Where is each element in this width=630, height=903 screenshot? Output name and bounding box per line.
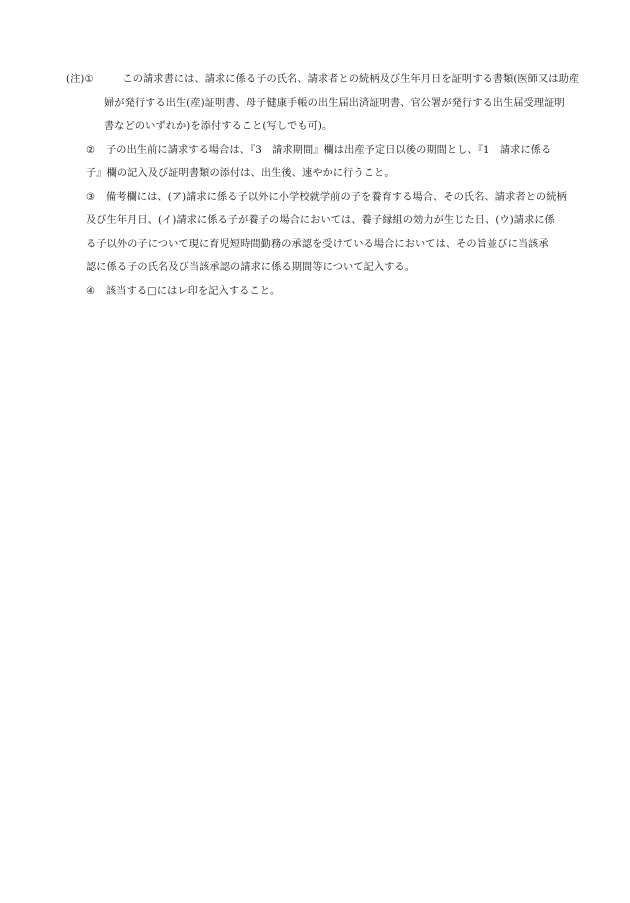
note-4-line-1 xyxy=(66,280,586,304)
note-1-text-line-2: 婦が発行する出生(産)証明書、母子健康手帳の出生届出済証明書、官公署が発行する出生届受理証明 xyxy=(104,97,565,109)
note-4-marker: ④ xyxy=(86,285,96,297)
note-1-line-2 xyxy=(66,92,586,116)
note-1-marker: ① xyxy=(84,74,94,85)
note-2-line-1 xyxy=(66,139,586,163)
note-3-line-2 xyxy=(66,209,586,233)
note-3-text-line-4: 認に係る子の氏名及び当該承認の請求に係る期間等について記入する。 xyxy=(86,262,415,273)
note-2-marker: ② xyxy=(86,144,96,156)
note-2-line-2 xyxy=(66,162,586,186)
note-1-text-line-1: この請求書には、請求に係る子の氏名、請求者との続柄及び生年月日を証明する書類(医師又は助産 xyxy=(122,74,580,85)
note-3-text-line-1: 備考欄には、(ア)請求に係る子以外に小学校就学前の子を養育する場合、その氏名、請求者との続柄 xyxy=(106,191,567,203)
note-item-2 xyxy=(66,139,586,186)
note-3-line-4 xyxy=(66,256,586,280)
note-3-line-3 xyxy=(66,233,586,257)
note-4-text-line-1: 該当する□にはレ印を記入すること。 xyxy=(106,285,281,297)
note-1-line-1 xyxy=(66,68,586,92)
note-1-text-line-3: 書などのいずれか)を添付すること(写しでも可)。 xyxy=(104,121,333,132)
notes-prefix: (注) xyxy=(66,74,85,85)
note-item-3 xyxy=(66,186,586,280)
note-3-text-line-3: る子以外の子について現に育児短時間勤務の承認を受けている場合においては、その旨並びに当該承 xyxy=(86,238,549,250)
note-3-text-line-2: 及び生年月日、(イ)請求に係る子が養子の場合においては、養子縁組の効力が生じた日、(ウ)請求に係 xyxy=(86,215,555,226)
note-2-text-line-1: 子の出生前に請求する場合は、『3 請求期間』欄は出産予定日以後の期間とし、『1 請求に係る xyxy=(106,144,552,156)
note-3-marker: ③ xyxy=(86,191,96,203)
note-item-4 xyxy=(66,280,586,304)
note-1-line-3 xyxy=(66,115,586,139)
notes-section xyxy=(66,68,586,303)
note-3-line-1 xyxy=(66,186,586,210)
note-2-text-line-2: 子』欄の記入及び証明書類の添付は、出生後、速やかに行うこと。 xyxy=(86,168,395,179)
note-item-1 xyxy=(66,68,586,139)
